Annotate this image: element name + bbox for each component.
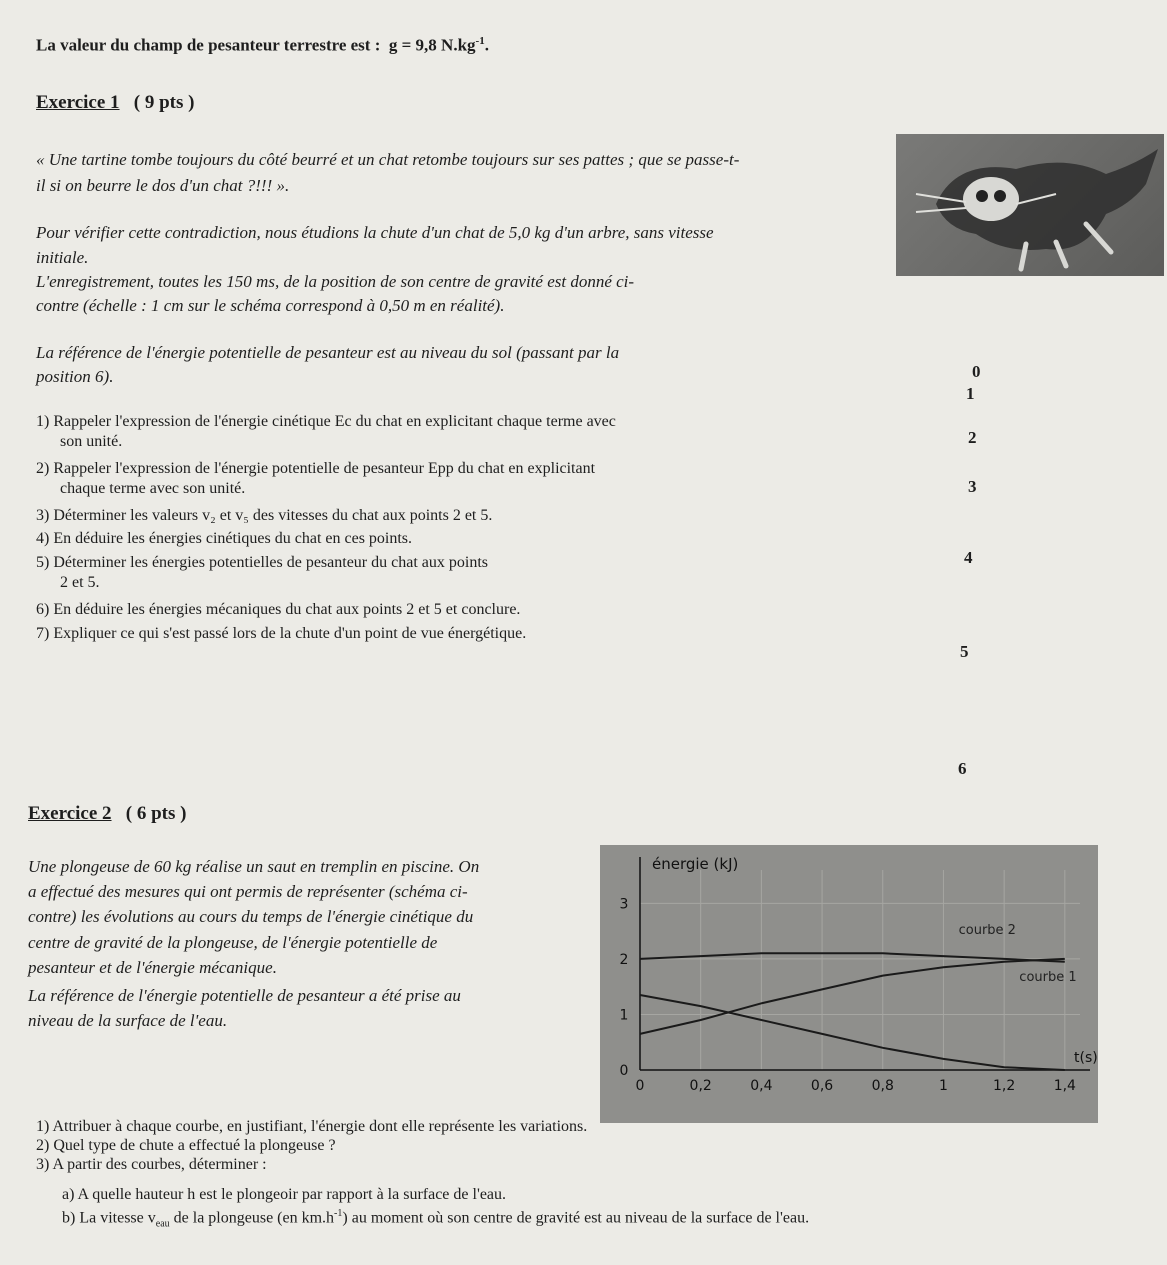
ex2-text-line-5: pesanteur et de l'énergie mécanique. bbox=[28, 958, 277, 977]
y-tick-label: 0 bbox=[619, 1063, 629, 1079]
ex1-question-6: 6) En déduire les énergies mécaniques du chat aux points 2 et 5 et conclure. bbox=[36, 601, 521, 618]
ex1-question-1-line-1: 1) Rappeler l'expression de l'énergie cinétique Ec du chat en explicitant chaque terme avec bbox=[36, 413, 616, 430]
intro-line-4: contre (échelle : 1 cm sur le schéma correspond à 0,50 m en réalité). bbox=[36, 296, 505, 315]
position-label-4: 4 bbox=[964, 548, 973, 567]
y-tick-label: 1 bbox=[619, 1007, 629, 1024]
curve-label-2: courbe 2 bbox=[958, 922, 1016, 938]
exercise-2-heading: Exercice 2 ( 6 pts ) bbox=[28, 803, 187, 824]
position-label-3: 3 bbox=[968, 477, 977, 496]
position-label-5: 5 bbox=[960, 642, 969, 661]
gravity-statement: La valeur du champ de pesanteur terrestre est : g = 9,8 $N.kg^{-1}$. bbox=[36, 35, 489, 55]
x-tick-label: 1,4 bbox=[1053, 1078, 1076, 1094]
position-label-1: 1 bbox=[966, 384, 975, 403]
x-tick-label: 0,6 bbox=[810, 1078, 834, 1094]
x-tick-label: 0,4 bbox=[750, 1078, 773, 1094]
ex1-question-5-line-1: 5) Déterminer les énergies potentielles de pesanteur du chat aux points bbox=[36, 554, 488, 571]
energy-chart bbox=[600, 845, 1098, 1123]
reference-line-1: La référence de l'énergie potentielle de pesanteur est au niveau du sol (passant par la bbox=[36, 343, 620, 362]
x-tick-label: 0 bbox=[635, 1078, 645, 1094]
x-tick-label: 1 bbox=[938, 1078, 948, 1094]
curve-label-1: courbe 1 bbox=[1019, 970, 1077, 986]
cat-icon bbox=[896, 134, 1164, 276]
ex1-question-4: 4) En déduire les énergies cinétiques du chat en ces points. bbox=[36, 530, 413, 547]
ex2-text-line-3: contre) les évolutions au cours du temps de l'énergie cinétique du bbox=[28, 907, 474, 926]
y-axis-label: énergie (kJ) bbox=[652, 855, 739, 873]
x-axis-label: t(s) bbox=[1074, 1050, 1098, 1066]
x-tick-label: 0,2 bbox=[689, 1078, 712, 1094]
ex2-text-line-2: a effectué des mesures qui ont permis de représenter (schéma ci- bbox=[28, 882, 468, 901]
position-label-2: 2 bbox=[968, 428, 977, 447]
ex2-text-line-1: Une plongeuse de 60 kg réalise un saut en tremplin en piscine. On bbox=[28, 857, 480, 876]
ex1-question-2-line-1: 2) Rappeler l'expression de l'énergie potentielle de pesanteur Epp du chat en explicitant bbox=[36, 460, 596, 477]
ex2-question-3b: b) La vitesse $v_{eau}$ de la plongeuse (en $km.h^{-1}$) au moment où son centre de gravité est au niveau de la surface de l'eau. bbox=[62, 1208, 810, 1230]
y-tick-label: 3 bbox=[619, 896, 629, 913]
ex2-text-line-7: niveau de la surface de l'eau. bbox=[28, 1011, 228, 1030]
ex2-question-1: 1) Attribuer à chaque courbe, en justifiant, l'énergie dont elle représente les variations. bbox=[36, 1118, 588, 1135]
x-tick-label: 1,2 bbox=[993, 1078, 1016, 1094]
ex2-question-2: 2) Quel type de chute a effectué la plongeuse ? bbox=[36, 1137, 336, 1154]
position-label-0: 0 bbox=[972, 362, 981, 381]
ex1-question-5-line-2: 2 et 5. bbox=[60, 574, 100, 591]
quote-line-2: il si on beurre le dos d'un chat ?!!! ». bbox=[36, 176, 290, 195]
intro-line-1: Pour vérifier cette contradiction, nous étudions la chute d'un chat de 5,0 kg d'un arbre, sans vitesse bbox=[36, 223, 714, 242]
intro-line-3: L'enregistrement, toutes les 150 ms, de la position de son centre de gravité est donné ci- bbox=[36, 272, 635, 291]
ex1-question-7: 7) Expliquer ce qui s'est passé lors de la chute d'un point de vue énergétique. bbox=[36, 625, 527, 642]
ex2-text-line-6: La référence de l'énergie potentielle de pesanteur a été prise au bbox=[28, 986, 461, 1005]
ex2-question-3: 3) A partir des courbes, déterminer : bbox=[36, 1156, 267, 1173]
ex2-text-line-4: centre de gravité de la plongeuse, de l'énergie potentielle de bbox=[28, 933, 438, 952]
y-tick-label: 2 bbox=[619, 951, 629, 968]
cat-illustration bbox=[896, 134, 1164, 276]
quote-line-1: « Une tartine tombe toujours du côté beurré et un chat retombe toujours sur ses pattes ; que se passe-t- bbox=[36, 150, 740, 169]
ex1-question-1-line-2: son unité. bbox=[60, 433, 123, 450]
intro-line-2: initiale. bbox=[36, 248, 89, 267]
reference-line-2: position 6). bbox=[36, 367, 114, 386]
ex1-question-2-line-2: chaque terme avec son unité. bbox=[60, 480, 246, 497]
x-tick-label: 0,8 bbox=[871, 1078, 894, 1094]
ex2-question-3a: a) A quelle hauteur h est le plongeoir par rapport à la surface de l'eau. bbox=[62, 1186, 507, 1203]
ex1-question-3: 3) Déterminer les valeurs v₂ et v₅ des vitesses du chat aux points 2 et 5. bbox=[36, 507, 493, 524]
position-label-6: 6 bbox=[958, 759, 967, 778]
exercise-1-heading: Exercice 1 ( 9 pts ) bbox=[36, 92, 195, 113]
